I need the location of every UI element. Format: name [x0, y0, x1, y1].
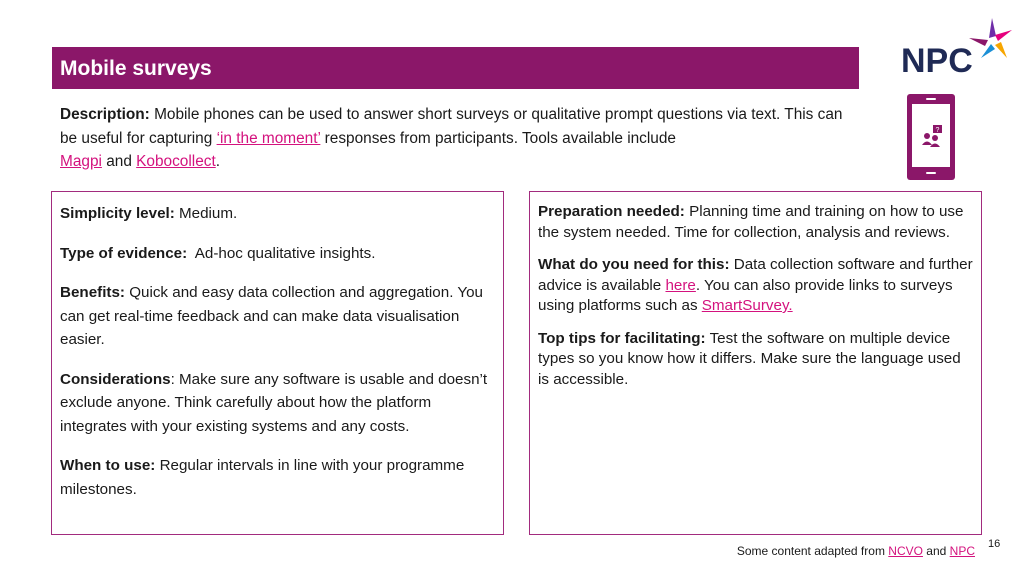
- benefits-text: Quick and easy data collection and aggregation. You can get real-time feedback and can make data visualisation easier.: [60, 284, 483, 348]
- tips-label: Top tips for facilitating:: [538, 329, 706, 347]
- smartsurvey-link[interactable]: SmartSurvey.: [701, 297, 793, 314]
- need-text-2: . You can also provide links to surveys using platforms such as: [538, 276, 953, 314]
- considerations: [60, 368, 495, 439]
- benefits: [60, 281, 495, 352]
- simplicity-level: [60, 202, 495, 226]
- top-tips: [538, 329, 973, 391]
- evidence-text: Ad-hoc qualitative insights.: [187, 244, 376, 262]
- considerations-label: Considerations: [60, 370, 171, 388]
- need-text: Data collection software and further advice is available: [538, 256, 973, 294]
- when-label: When to use:: [60, 457, 156, 474]
- footer-and: and: [922, 544, 950, 558]
- right-info-box: [529, 191, 982, 535]
- evidence-label: Type of evidence:: [60, 244, 188, 262]
- preparation-text: Planning time and training on how to use the system needed. Time for collection, analysis and reviews.: [538, 203, 964, 241]
- what-you-need: [538, 255, 973, 317]
- star-icon: [969, 18, 1012, 58]
- magpi-link[interactable]: Magpi: [60, 153, 102, 170]
- benefits-label: Benefits:: [60, 284, 125, 301]
- mobile-phone-icon: [906, 93, 956, 181]
- here-link[interactable]: here: [665, 276, 696, 294]
- ncvo-link[interactable]: NCVO: [888, 544, 923, 558]
- tips-text: Test the software on multiple device types so you know how it differs. Make sure the language used is accessible.: [538, 329, 961, 388]
- description-text-2: responses from participants. Tools available include: [320, 129, 676, 147]
- footer-credit: [737, 544, 975, 558]
- in-the-moment-link[interactable]: ‘in the moment’: [216, 129, 321, 147]
- question-badge: ?: [935, 127, 940, 134]
- description-label: Description:: [60, 106, 150, 123]
- description: [60, 103, 860, 174]
- need-label: What do you need for this:: [538, 256, 730, 273]
- npc-logo[interactable]: [897, 14, 1017, 84]
- left-info-box: [51, 191, 504, 535]
- simplicity-text: Medium.: [174, 205, 238, 222]
- description-text: Mobile phones can be used to answer short surveys or qualitative prompt questions via text. This can be useful for capturing: [60, 106, 843, 147]
- simplicity-label: Simplicity level:: [60, 205, 175, 222]
- page-number: 16: [988, 538, 1001, 550]
- preparation-label: Preparation needed:: [538, 203, 685, 220]
- description-text-4: .: [215, 153, 221, 170]
- considerations-text: : Make sure any software is usable and doesn’t exclude anyone. Think carefully about how the platform integrates with your existing systems and any costs.: [60, 370, 488, 435]
- footer-prefix: Some content adapted from: [736, 544, 889, 558]
- npc-link[interactable]: NPC: [949, 544, 975, 558]
- when-text: Regular intervals in line with your programme milestones.: [60, 457, 465, 498]
- preparation-needed: [538, 202, 973, 243]
- type-of-evidence: [60, 242, 495, 266]
- page-title: Mobile surveys: [52, 47, 859, 89]
- kobocollect-link[interactable]: Kobocollect: [136, 153, 216, 170]
- when-to-use: [60, 454, 495, 501]
- logo-text: NPC: [901, 42, 973, 80]
- description-text-3: and: [101, 153, 137, 170]
